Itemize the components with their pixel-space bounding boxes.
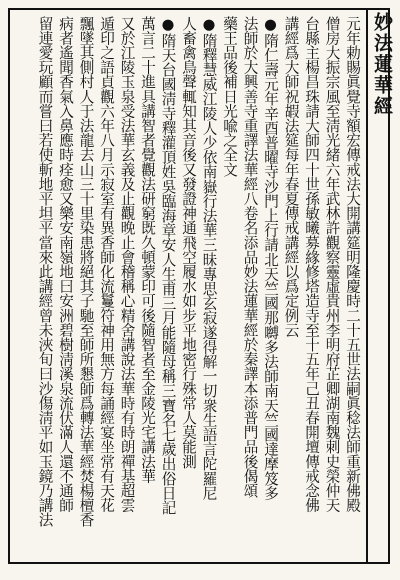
text-column: 講經爲大師祝嘏法筵每年春夏傳戒講經以爲定例云 [282,16,300,338]
text-column: 留連愛玩顧而嘗曰若使斬地平坦平當來此講經曾未浹旬曰沙傷淸平如玉鏡乃講法 [36,16,54,527]
text-column: ●隋天台國淸寺釋灌頂姓吳臨海章安人生甫三月能隨母稱三寶名七歲出俗日記 [159,16,177,515]
page-title: 妙法蓮華經 [371,12,393,117]
text-column: 元年勅賜眞覺寺額宏傳戒法大開講筵明隆慶時二十五世法嗣眞稔法師重新佛殿 [344,16,361,513]
text-column: ●隋仁壽元年辛酉普曜寺沙門上行請北天竺國那嚩多法師南天竺國達摩笈多 [262,16,279,501]
text-column: 飄墜其側村人于法龍去山三十里染患將絕其子馳至師所懇師爲轉法華經焚楊檀香 [77,16,95,527]
text-column: 人畜禽鳥聲輒知其音後又發證神通飛空履水如步平地密行殊常人莫能測 [180,16,197,469]
text-column: 遁印之語貞觀六年八月示寂室有異香師化流鬘符神用無方每誦經宴坐常有天花 [98,16,115,513]
body-text [16,16,362,558]
text-column: 萬言二十進具講智者覺觀法研窮既久頓蒙印可後隨智者至金陵光宅講法華 [139,16,156,484]
text-column: 藥王品後補日光喩之全文 [221,16,238,177]
text-column: 又於江陵玉泉受法華玄義及止觀晚止會稽稱心精舍講說法華時有時朗禪基超雲 [118,16,136,513]
text-column: ●隋釋慧威江陵人少依南嶽行法華三昧專思玄寂遂得解一切衆生語言陀羅尼 [200,16,218,501]
text-column: 台縣主楊昌珠請大師四十世孫敏曦募緣修塔造寺至十五年己丑春開壇傳戒念佛 [303,16,320,513]
text-column: 法師於大興善寺重譯法華經八卷名添品妙法蓮華經於秦譯本添普門品後偈頌 [241,16,259,498]
text-column: 僧房大振宗風至淸光緒六年武林許觀察靈虛貴州李明府芷卿湖南魏刺史榮仲天 [323,16,341,513]
text-column: 病者遙聞香氣入鼻應時痊愈又樂安南嶺地曰安洲碧樹淸溪泉流伏滿人還不通師 [57,16,74,513]
